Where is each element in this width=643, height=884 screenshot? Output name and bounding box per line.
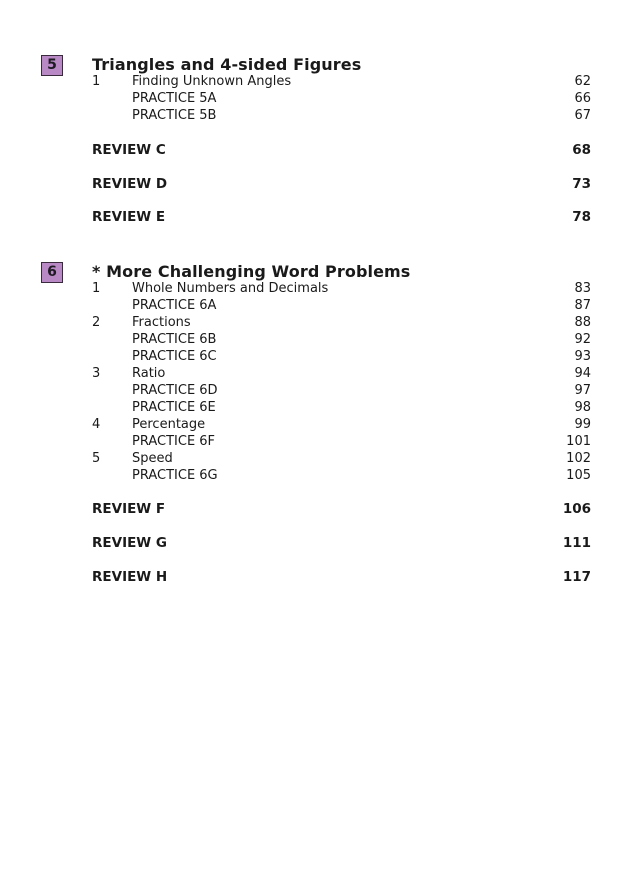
entry-page: 88	[574, 315, 591, 330]
toc-entry[interactable]	[0, 332, 643, 349]
entry-label: PRACTICE 6B	[132, 332, 217, 347]
entry-page: 83	[574, 281, 591, 296]
chapter-5-title: Triangles and 4-sided Figures	[92, 55, 362, 74]
review-page: 111	[562, 535, 591, 551]
review-label: REVIEW C	[92, 142, 166, 158]
entry-page: 66	[574, 91, 591, 106]
review-page: 73	[572, 176, 591, 192]
toc-entry[interactable]	[0, 91, 643, 108]
review-entry[interactable]	[0, 142, 643, 160]
review-page: 117	[562, 569, 591, 585]
entry-label: Ratio	[132, 366, 166, 381]
entry-page: 105	[566, 468, 591, 483]
entry-label: PRACTICE 6F	[132, 434, 216, 449]
entry-label: PRACTICE 6G	[132, 468, 218, 483]
entry-number: 1	[92, 74, 101, 89]
entry-label: PRACTICE 6A	[132, 298, 217, 313]
review-entry[interactable]	[0, 535, 643, 553]
entry-number: 1	[92, 281, 101, 296]
review-entry[interactable]	[0, 209, 643, 227]
review-label: REVIEW H	[92, 569, 168, 585]
entry-page: 97	[574, 383, 591, 398]
review-label: REVIEW F	[92, 501, 166, 517]
toc-entry[interactable]	[0, 366, 643, 383]
toc-entry[interactable]	[0, 281, 643, 298]
review-page: 106	[562, 501, 591, 517]
review-page: 78	[572, 209, 591, 225]
review-label: REVIEW E	[92, 209, 166, 225]
chapter-6-badge: 6	[41, 262, 63, 283]
entry-label: PRACTICE 6C	[132, 349, 217, 364]
entry-number: 5	[92, 451, 101, 466]
toc-entry[interactable]	[0, 298, 643, 315]
entry-page: 87	[574, 298, 591, 313]
entry-label: PRACTICE 5B	[132, 108, 217, 123]
entry-label: Fractions	[132, 315, 191, 330]
entry-label: Finding Unknown Angles	[132, 74, 292, 89]
entry-page: 92	[574, 332, 591, 347]
toc-entry[interactable]	[0, 400, 643, 417]
chapter-6-title: * More Challenging Word Problems	[92, 262, 411, 281]
entry-label: Speed	[132, 451, 173, 466]
entry-number: 2	[92, 315, 101, 330]
entry-page: 93	[574, 349, 591, 364]
entry-number: 4	[92, 417, 101, 432]
review-label: REVIEW D	[92, 176, 168, 192]
entry-page: 62	[574, 74, 591, 89]
toc-entry[interactable]	[0, 315, 643, 332]
toc-entry[interactable]	[0, 417, 643, 434]
entry-label: PRACTICE 6D	[132, 383, 218, 398]
entry-page: 102	[566, 451, 591, 466]
toc-entry[interactable]	[0, 74, 643, 91]
toc-entry[interactable]	[0, 108, 643, 125]
entry-page: 94	[574, 366, 591, 381]
toc-entry[interactable]	[0, 451, 643, 468]
entry-label: Whole Numbers and Decimals	[132, 281, 329, 296]
review-entry[interactable]	[0, 176, 643, 194]
entry-number: 3	[92, 366, 101, 381]
toc-entry[interactable]	[0, 349, 643, 366]
entry-page: 98	[574, 400, 591, 415]
chapter-5-badge: 5	[41, 55, 63, 76]
toc-entry[interactable]	[0, 383, 643, 400]
review-page: 68	[572, 142, 591, 158]
entry-label: PRACTICE 6E	[132, 400, 216, 415]
entry-page: 101	[566, 434, 591, 449]
toc-entry[interactable]	[0, 434, 643, 451]
toc-entry[interactable]	[0, 468, 643, 485]
review-entry[interactable]	[0, 501, 643, 519]
entry-page: 67	[574, 108, 591, 123]
entry-label: PRACTICE 5A	[132, 91, 217, 106]
review-label: REVIEW G	[92, 535, 167, 551]
entry-label: Percentage	[132, 417, 206, 432]
review-entry[interactable]	[0, 569, 643, 587]
entry-page: 99	[574, 417, 591, 432]
